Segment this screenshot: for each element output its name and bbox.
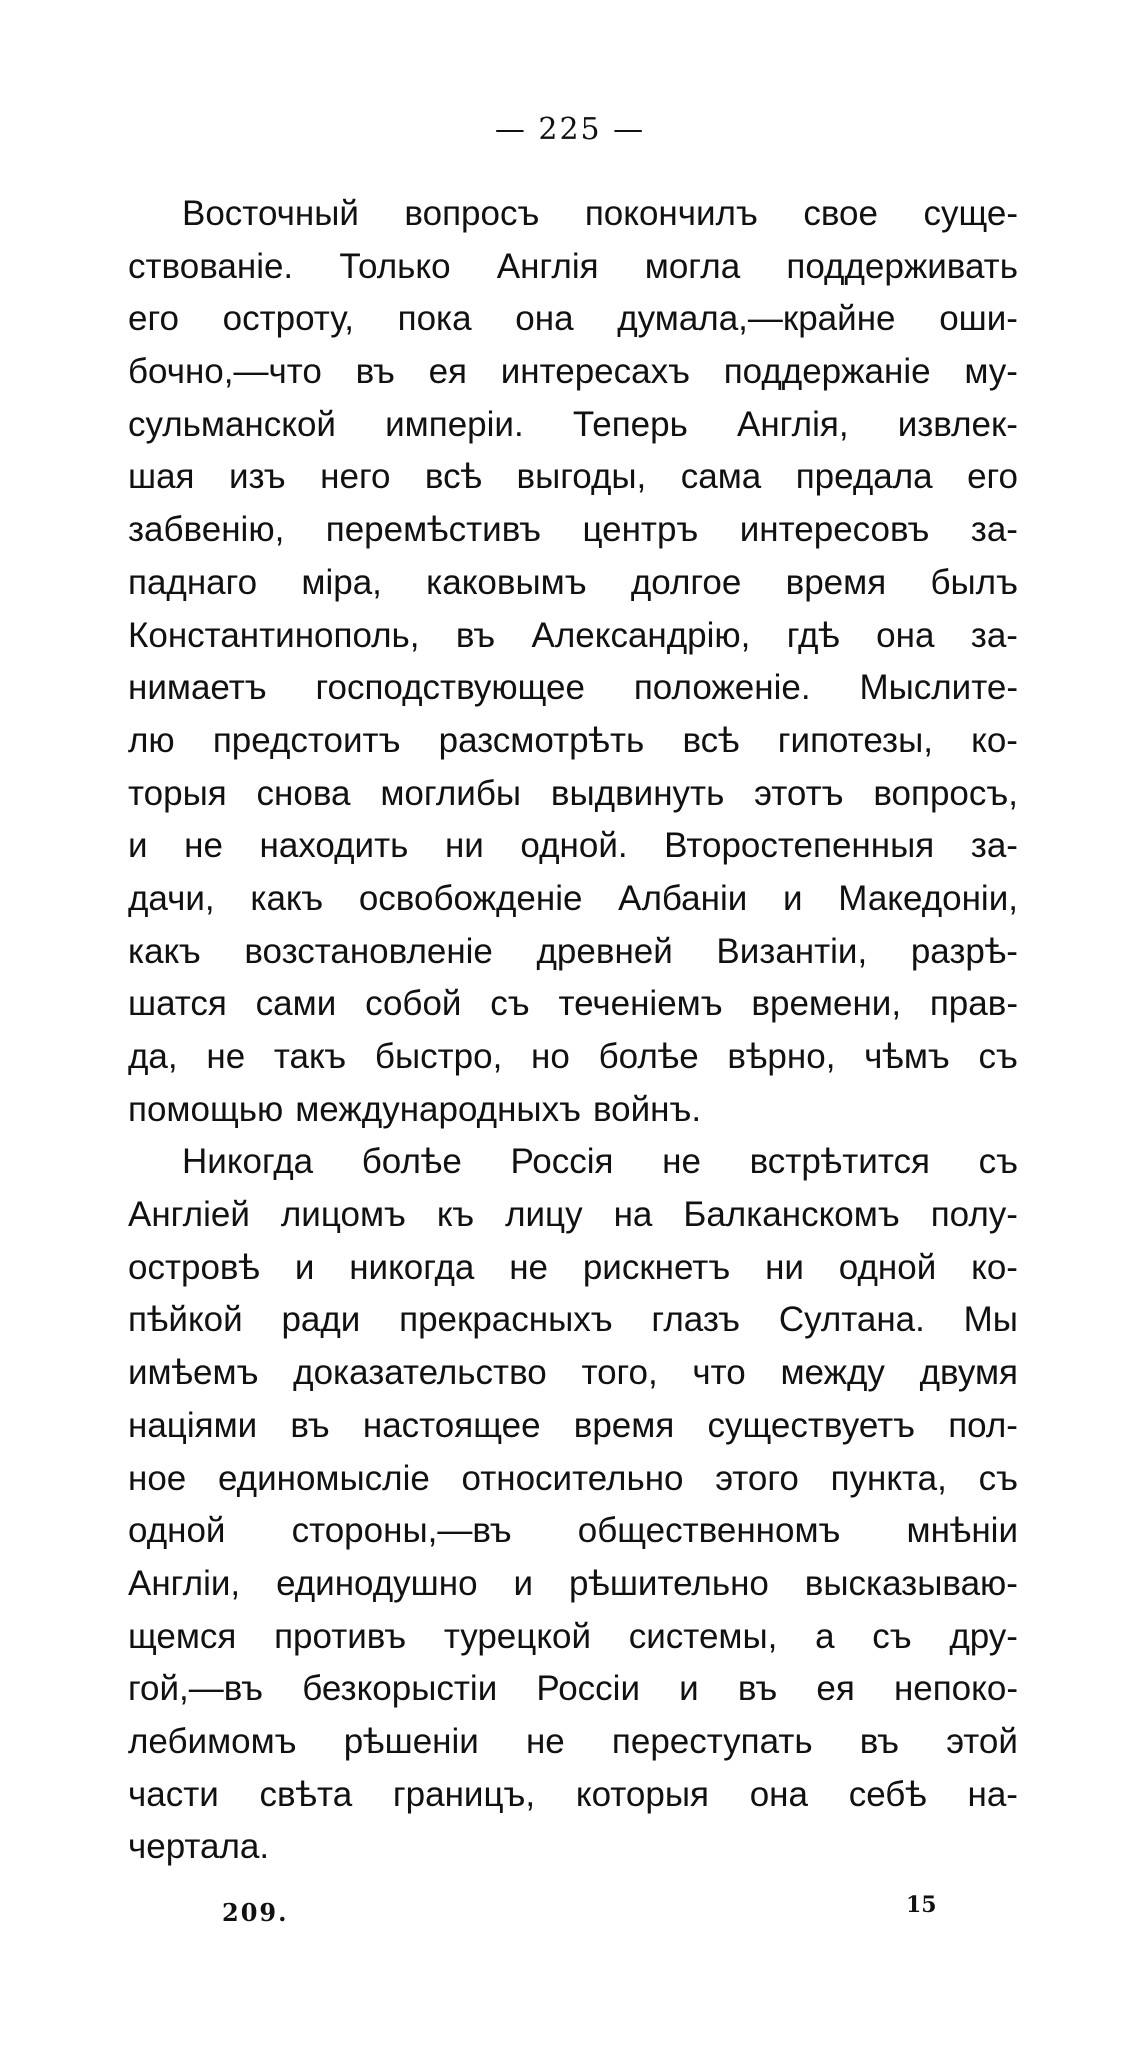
word: и [513,1563,534,1603]
word: системы, [628,1616,778,1656]
text-line [128,188,1018,241]
word: сульманской [128,404,336,444]
word: единомысліе [217,1458,430,1498]
word: освобожденіе [358,878,583,918]
word: того, [581,1353,658,1393]
word: одной [838,1247,937,1287]
text-line [128,293,1018,346]
word: но [531,1037,570,1076]
word: полу- [930,1195,1018,1235]
text-line [128,1453,1018,1506]
word: между [780,1353,885,1393]
word: а [815,1616,835,1656]
text-line [128,1611,1018,1664]
word: шая [128,457,195,497]
word: покончилъ [584,194,758,233]
word: не [206,1037,246,1076]
word: доказательство [293,1353,547,1393]
word: въ [355,352,395,392]
word: вопросъ [404,194,540,233]
word: чертала. [128,1827,270,1867]
word: не [525,1721,565,1761]
word: Македоніи, [838,878,1018,918]
word: стороны,—въ [291,1511,512,1551]
word: Только [339,246,451,286]
word: имперіи. [385,404,524,444]
word: Византіи, [716,931,868,971]
text-line [128,1189,1018,1242]
word: пѣйкой [128,1300,243,1340]
word: Восточный [182,194,359,233]
word: центръ [582,510,699,550]
word: съ [872,1616,912,1656]
signature-mark: 209. [222,1898,289,1927]
word: лю [128,720,175,760]
word: рѣшеніи [343,1721,479,1761]
text-line [128,241,1018,294]
word: не [184,826,223,866]
word: болѣе [361,1142,462,1182]
word: разрѣ- [910,931,1018,971]
text-line [128,1347,1018,1400]
word: Мы [963,1300,1018,1340]
word: международныхъ [295,1089,581,1129]
word: никогда [349,1247,475,1287]
word: Албаніи [618,878,748,918]
word: не [662,1142,701,1182]
word: положеніе. [633,668,811,708]
word: свое [803,194,878,233]
word: ни [444,826,484,866]
word: гдѣ [786,615,840,655]
word: относительно [461,1458,684,1498]
word: непоко- [893,1669,1018,1709]
word: гипотезы, [777,720,933,760]
word: могла [644,246,741,286]
word: въ [455,615,496,655]
text-line [128,820,1018,873]
text-line [128,873,1018,926]
word: всѣ [424,457,483,497]
word: въ [290,1405,330,1445]
word: гой,—въ [128,1669,264,1709]
word: поддерживать [786,246,1018,286]
word: возстановленіе [244,931,493,971]
word: въ [859,1721,900,1761]
word: паднаго [128,562,258,602]
text-line [128,1505,1018,1558]
text-line [128,399,1018,452]
word: помощью [128,1089,284,1129]
text-line [128,1242,1018,1295]
word: она [749,1774,808,1814]
word: высказываю- [804,1563,1018,1603]
word: въ [737,1669,778,1709]
word: Англія, [737,404,849,444]
word: перемѣстивъ [325,510,542,550]
text-line [128,451,1018,504]
word: сами [255,984,337,1024]
word: этотъ [754,773,844,813]
word: му- [964,352,1018,392]
word: ради [281,1300,361,1340]
word: прекрасныхъ [399,1300,613,1340]
paragraph-1 [128,188,1018,1136]
word: Султана. [778,1300,925,1340]
word: одной [128,1511,226,1551]
word: Теперь [572,404,688,444]
word: Россіи [536,1669,641,1709]
word: существуетъ [707,1405,916,1445]
word: находить [259,826,409,866]
word: не [509,1247,548,1287]
page-number: — 225 — [494,112,646,147]
word: встрѣтится [749,1142,930,1182]
word: бочно,—что [128,352,322,392]
word: націями [128,1405,258,1445]
text-line [128,1084,1018,1137]
word: какъ [128,931,201,971]
word: Никогда [182,1142,314,1182]
word: болѣе [598,1037,699,1076]
word: такъ [273,1037,347,1076]
text-line [128,926,1018,979]
sheet-number: 15 [906,1892,937,1918]
word: пункта, [830,1458,947,1498]
word: древней [536,931,673,971]
word: турецкой [443,1616,592,1656]
word: чѣмъ [864,1037,950,1076]
word: лебимомъ [128,1721,297,1761]
word: на [613,1195,653,1235]
word: съ [490,984,530,1024]
text-line [128,662,1018,715]
word: противъ [274,1616,407,1656]
word: границъ, [392,1774,536,1814]
word: этой [946,1721,1018,1761]
word: изъ [228,457,286,497]
word: ни [765,1247,804,1287]
word: какъ [250,878,324,918]
word: она [515,299,574,339]
word: рѣшительно [568,1563,769,1603]
word: Балканскомъ [683,1195,900,1235]
text-line [128,1663,1018,1716]
word: и [294,1247,315,1287]
paragraph-2 [128,1136,1018,1874]
word: щемся [128,1616,237,1656]
text-line [128,1136,1018,1189]
body-text [128,188,1018,1874]
word: ея [428,352,468,392]
word: свѣта [259,1774,353,1814]
word: выгоды, [516,457,647,497]
word: съ [978,1458,1018,1498]
text-line [128,978,1018,1031]
word: и [128,826,148,866]
word: съ [978,1142,1018,1182]
word: одной. [520,826,628,866]
word: за- [970,510,1018,550]
word: шатся [128,984,227,1024]
word: части [128,1774,219,1814]
word: долгое [630,562,742,602]
word: Россія [510,1142,614,1182]
word: за- [970,615,1018,655]
text-line [128,1558,1018,1611]
word: поддержаніе [723,352,931,392]
word: разсмотрѣть [438,720,645,760]
word: мнѣніи [906,1511,1018,1551]
word: предала [795,457,933,497]
word: снова [256,773,351,813]
word: ко- [971,720,1018,760]
word: имѣемъ [128,1353,259,1393]
word: и [783,878,803,918]
word: извлек- [897,404,1018,444]
word: былъ [930,562,1018,602]
text-line [128,1716,1018,1769]
word: дру- [949,1616,1018,1656]
text-line [128,1294,1018,1347]
text-line [128,504,1018,557]
word: переступать [611,1721,813,1761]
word: вопросъ, [873,773,1018,813]
word: настоящее [362,1405,541,1445]
text-line [128,346,1018,399]
word: міра, [301,562,382,602]
word: дачи, [128,878,215,918]
word: него [320,457,391,497]
word: Константинополь, [128,615,420,655]
word: Англіей [128,1195,250,1235]
word: остроту, [222,299,354,339]
text-line [128,1031,1018,1084]
word: Мыслите- [859,668,1018,708]
word: лицу [505,1195,583,1235]
word: оши- [939,299,1018,339]
word: и [679,1669,699,1709]
word: пол- [948,1405,1018,1445]
word: быстро, [374,1037,503,1076]
word: да, [128,1037,178,1076]
word: двумя [919,1353,1018,1393]
text-line [128,610,1018,663]
word: сама [680,457,762,497]
word: его [967,457,1018,497]
text-line [128,557,1018,610]
word: что [692,1353,746,1393]
word: единодушно [276,1563,478,1603]
word: на- [967,1774,1018,1814]
word: времени, [751,984,902,1024]
word: съ [978,1037,1018,1076]
word: ея [816,1669,855,1709]
word: войнъ. [592,1089,702,1129]
word: собой [365,984,462,1024]
word: общественномъ [577,1511,841,1551]
word: рискнетъ [582,1247,731,1287]
word: ствованіе. [128,246,294,286]
word: этого [715,1458,799,1498]
word: предстоитъ [212,720,401,760]
word: господствующее [315,668,585,708]
word: вѣрно, [727,1037,836,1076]
word: всѣ [682,720,740,760]
text-line [128,768,1018,821]
word: забвенію, [128,510,285,550]
word: нимаетъ [128,668,267,708]
word: Англіи, [128,1563,241,1603]
word: интересахъ [500,352,690,392]
word: островѣ [128,1247,260,1287]
word: прав- [929,984,1018,1024]
word: пока [397,299,472,339]
word: Второстепенныя [664,826,935,866]
word: Англія [496,246,599,286]
word: думала,—крайне [617,299,896,339]
word: интересовъ [739,510,930,550]
word: безкорыстіи [302,1669,498,1709]
word: ко- [971,1247,1018,1287]
word: выдвинуть [550,773,725,813]
word: глазъ [651,1300,741,1340]
text-line [128,715,1018,768]
word: торыя [128,773,227,813]
word: его [128,299,179,339]
text-line [128,1400,1018,1453]
word: за- [970,826,1018,866]
word: ное [128,1458,187,1498]
text-line [128,1821,1018,1874]
word: время [785,562,887,602]
word: моглибы [380,773,522,813]
word: къ [436,1195,475,1235]
word: теченіемъ [558,984,723,1024]
word: она [876,615,935,655]
word: себѣ [848,1774,927,1814]
word: суще- [923,194,1018,233]
word: которыя [575,1774,709,1814]
word: Александрію, [531,615,751,655]
word: лицомъ [280,1195,406,1235]
word: время [573,1405,675,1445]
text-line [128,1769,1018,1822]
word: каковымъ [426,562,587,602]
